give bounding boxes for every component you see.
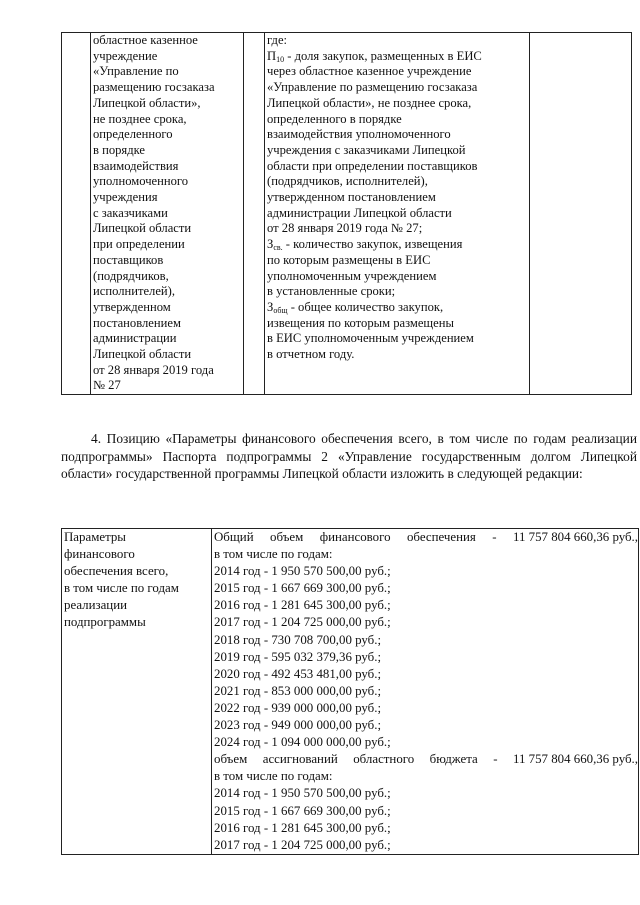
total-word: обеспечения	[406, 530, 476, 544]
budget-word: 11 757 804 660,36 руб.,	[513, 752, 638, 767]
description-line: в порядке	[93, 142, 146, 157]
formula-explanation-cell	[265, 33, 530, 395]
zobsh-definition-first: $З_{общ}$ - общее количество закупок,	[267, 299, 444, 315]
description-line: «Управление по	[93, 64, 179, 79]
p10-definition	[267, 64, 529, 237]
description-line: поставщиков	[93, 252, 164, 267]
explanation-line: извещения по которым размещены	[267, 315, 454, 330]
indicator-description	[93, 33, 243, 394]
label-line: реализации	[64, 598, 127, 613]
description-line: от 28 января 2019 года	[93, 362, 214, 377]
where-label: где:	[267, 33, 288, 47]
description-line: утвержденном	[93, 299, 171, 314]
financing-table	[61, 528, 639, 855]
total-word: -	[492, 530, 497, 544]
description-line: учреждения	[93, 190, 158, 205]
number-cell	[62, 33, 91, 395]
explanation-line: администрации Липецкой области	[267, 205, 452, 220]
year-amount: 2016 год - 1 281 645 300,00 руб.;	[214, 598, 391, 613]
label-line: Параметры	[64, 530, 126, 544]
year-amount: 2014 год - 1 950 570 500,00 руб.;	[214, 564, 391, 579]
explanation-line: области при определении поставщиков	[267, 158, 478, 173]
description-line: администрации	[93, 331, 177, 346]
label-line: в том числе по годам	[64, 581, 179, 596]
unit-cell	[244, 33, 265, 395]
financing-label	[64, 529, 211, 632]
explanation-line: через областное казенное учреждение	[267, 64, 472, 79]
explanation-line: «Управление по размещению госзаказа	[267, 80, 478, 95]
explanation-line: учреждения с заказчиками Липецкой	[267, 142, 466, 157]
financing-values-cell	[212, 529, 639, 855]
financing-row	[62, 529, 639, 855]
explanation-line: от 28 января 2019 года № 27;	[267, 221, 423, 236]
label-line: обеспечения всего,	[64, 564, 169, 579]
description-line: при определении	[93, 237, 185, 252]
year-amount: 2021 год - 853 000 000,00 руб.;	[214, 683, 382, 698]
zsv-definition-first: $З_{св.}$ - количество закупок, извещения	[267, 237, 463, 253]
year-amount: 2022 год - 939 000 000,00 руб.;	[214, 700, 382, 715]
description-line: постановлением	[93, 315, 181, 330]
year-amount: 2020 год - 492 453 481,00 руб.;	[214, 666, 382, 681]
explanation-line: (подрядчиков, исполнителей),	[267, 174, 428, 189]
year-amount: 2015 год - 1 667 669 300,00 руб.;	[214, 581, 391, 596]
budget-word: ассигнований	[262, 752, 338, 767]
year-budget-amount: 2017 год - 1 204 725 000,00 руб.;	[214, 837, 391, 852]
budget-word: объем	[214, 752, 248, 767]
year-amount: 2018 год - 730 708 700,00 руб.;	[214, 632, 382, 647]
in-years-label-2: в том числе по годам:	[214, 769, 333, 784]
yearly-amounts	[214, 563, 638, 751]
description-line: определенного	[93, 127, 173, 142]
explanation-line: в отчетном году.	[267, 347, 355, 362]
description-line: № 27	[93, 378, 121, 393]
description-line: взаимодействия	[93, 158, 179, 173]
description-line: Липецкой области	[93, 347, 192, 362]
description-line: Липецкой области	[93, 221, 192, 236]
total-word: объем	[270, 530, 304, 544]
description-line: исполнителей),	[93, 284, 176, 299]
p10-definition-first: $П_{10}$ - доля закупок, размещенных в ЕИС	[267, 48, 482, 64]
budget-word: бюджета	[429, 752, 478, 767]
in-years-label: в том числе по годам:	[214, 547, 333, 562]
year-amount: 2017 год - 1 204 725 000,00 руб.;	[214, 615, 391, 630]
year-budget-amount: 2016 год - 1 281 645 300,00 руб.;	[214, 820, 391, 835]
total-word: 11 757 804 660,36 руб.,	[513, 530, 638, 544]
zsv-definition	[267, 253, 529, 300]
description-line: (подрядчиков,	[93, 268, 169, 283]
explanation-line: утвержденном постановлением	[267, 190, 436, 205]
label-line: финансового	[64, 547, 135, 562]
description-line: уполномоченного	[93, 174, 189, 189]
explanation-line: взаимодействия уполномоченного	[267, 127, 451, 142]
total-word: Общий	[214, 530, 254, 544]
budget-word: -	[493, 752, 498, 767]
explanation-line: определенного в порядке	[267, 111, 402, 126]
year-budget-amount: 2014 год - 1 950 570 500,00 руб.;	[214, 786, 391, 801]
explanation-line: по которым размещены в ЕИС	[267, 252, 431, 267]
year-amount: 2024 год - 1 094 000 000,00 руб.;	[214, 735, 391, 750]
year-amount: 2019 год - 595 032 379,36 руб.;	[214, 649, 382, 664]
indicator-table	[61, 32, 632, 395]
description-line: областное казенное	[93, 33, 198, 47]
description-line: не позднее срока,	[93, 111, 187, 126]
indicator-description-cell	[91, 33, 244, 395]
description-line: Липецкой области»,	[93, 95, 201, 110]
budget-volume-line	[214, 751, 638, 768]
zobsh-definition	[267, 316, 529, 363]
explanation-line: в ЕИС уполномоченным учреждением	[267, 331, 474, 346]
indicator-row	[62, 33, 632, 395]
amendment-paragraph: 4. Позицию «Параметры финансового обеспечения всего, в том числе по годам реализации подпрограммы» Паспорта подпрограммы 2 «Управление государственным долгом Липецкой области» государственной программы Липецкой области изложить в следующей редакции:	[61, 431, 637, 482]
year-amount: 2023 год - 949 000 000,00 руб.;	[214, 718, 382, 733]
empty-cell	[530, 33, 632, 395]
total-volume-line	[214, 529, 638, 546]
total-word: финансового	[319, 530, 391, 544]
label-line: подпрограммы	[64, 615, 146, 630]
description-line: учреждение	[93, 48, 158, 63]
year-budget-amount: 2015 год - 1 667 669 300,00 руб.;	[214, 803, 391, 818]
explanation-line: Липецкой области», не позднее срока,	[267, 95, 472, 110]
explanation-line: уполномоченным учреждением	[267, 268, 437, 283]
budget-word: областного	[353, 752, 415, 767]
explanation-line: в установленные сроки;	[267, 284, 396, 299]
financing-label-cell	[62, 529, 212, 855]
yearly-budget-amounts	[214, 785, 638, 853]
description-line: размещению госзаказа	[93, 80, 215, 95]
description-line: с заказчиками	[93, 205, 168, 220]
